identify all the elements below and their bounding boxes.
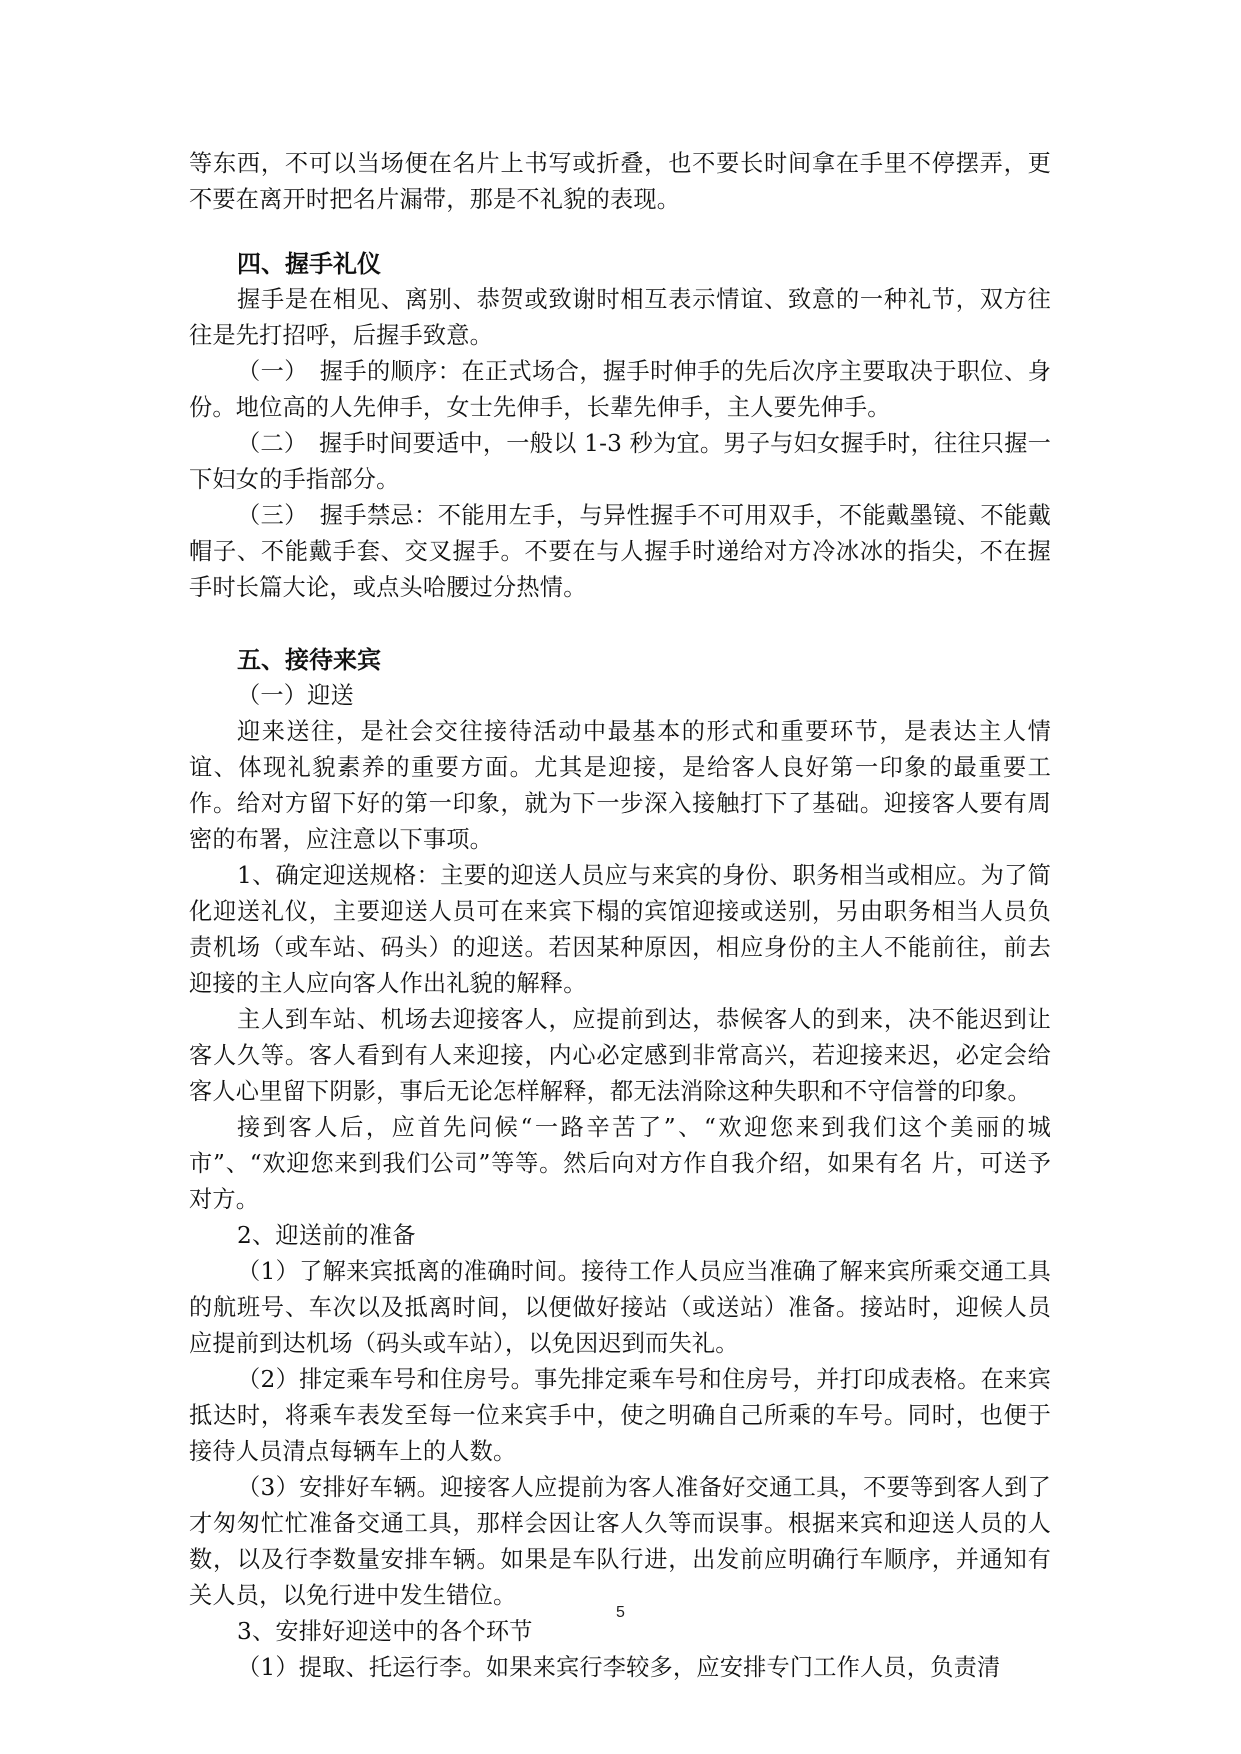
paragraph-luggage: （1）提取、托运行李。如果来宾行李较多，应安排专门工作人员，负责清 — [237, 1654, 1001, 1681]
paragraph-host-arrival: 主人到车站、机场去迎接客人，应提前到达，恭候客人的到来，决不能迟到让客人久等。客人看到有人来迎接，内心必定感到非常高兴，若迎接来迟，必定会给客人心里留下阴影，事后无论怎样解释，都无法消除这种失职和不守信誉的印象。 — [189, 1006, 1051, 1105]
paragraph-continuation: 等东西，不可以当场便在名片上书写或折叠，也不要长时间拿在手里不停摆弄，更不要在离开时把名片漏带，那是不礼貌的表现。 — [189, 150, 1051, 213]
paragraph-greeting-spec: 1、确定迎送规格：主要的迎送人员应与来宾的身份、职务相当或相应。为了简化迎送礼仪，主要迎送人员可在来宾下榻的宾馆迎接或送别，另由职务相当人员负责机场（或车站、码头）的迎送。若因某种原因，相应身份的主人不能前往，前去迎接的主人应向客人作出礼貌的解释。 — [189, 862, 1051, 997]
paragraph-handshake-duration: （二） 握手时间要适中，一般以 1-3 秒为宜。男子与妇女握手时，往往只握一下妇女的手指部分。 — [189, 430, 1051, 493]
paragraph-greeting-words: 接到客人后，应首先问候“一路辛苦了”、“欢迎您来到我们这个美丽的城市”、“欢迎您来到我们公司”等等。然后向对方作自我介绍，如果有名 片，可送予对方。 — [189, 1114, 1051, 1213]
paragraph-handshake-intro: 握手是在相见、离别、恭贺或致谢时相互表示情谊、致意的一种礼节，双方往往是先打招呼，后握手致意。 — [189, 286, 1051, 349]
paragraph-handshake-order: （一） 握手的顺序：在正式场合，握手时伸手的先后次序主要取决于职位、身份。地位高的人先伸手，女士先伸手，长辈先伸手，主人要先伸手。 — [189, 358, 1051, 421]
page-number: 5 — [616, 1604, 625, 1621]
list-heading-preparation: 2、迎送前的准备 — [237, 1222, 416, 1249]
paragraph-handshake-taboos: （三） 握手禁忌：不能用左手，与异性握手不可用双手，不能戴墨镜、不能戴帽子、不能戴手套、交叉握手。不要在与人握手时递给对方冷冰冰的指尖，不在握手时长篇大论，或点头哈腰过分热情。 — [189, 502, 1051, 601]
section-heading-reception: 五、接待来宾 — [237, 646, 381, 674]
paragraph-prep-vehicles: （3）安排好车辆。迎接客人应提前为客人准备好交通工具，不要等到客人到了才匆匆忙忙准备交通工具，那样会因让客人久等而误事。根据来宾和迎送人员的人数，以及行李数量安排车辆。如果是车队行进，出发前应明确行车顺序，并通知有关人员，以免行进中发生错位。 — [189, 1474, 1051, 1609]
section-heading-handshake: 四、握手礼仪 — [237, 250, 381, 278]
page-content — [189, 146, 1051, 1686]
paragraph-prep-timing: （1）了解来宾抵离的准确时间。接待工作人员应当准确了解来宾所乘交通工具的航班号、车次以及抵离时间，以便做好接站（或送站）准备。接站时，迎候人员应提前到达机场（码头或车站），以免因迟到而失礼。 — [189, 1258, 1051, 1357]
paragraph-prep-seating: （2）排定乘车号和住房号。事先排定乘车号和住房号，并打印成表格。在来宾抵达时，将乘车表发至每一位来宾手中，使之明确自己所乘的车号。同时，也便于接待人员清点每辆车上的人数。 — [189, 1366, 1051, 1465]
paragraph-greeting-intro: 迎来送往，是社会交往接待活动中最基本的形式和重要环节，是表达主人情谊、体现礼貌素养的重要方面。尤其是迎接，是给客人良好第一印象的最重要工作。给对方留下好的第一印象，就为下一步深入接触打下了基础。迎接客人要有周密的布署，应注意以下事项。 — [189, 718, 1051, 853]
subheading-greeting: （一）迎送 — [237, 682, 354, 709]
list-heading-steps: 3、安排好迎送中的各个环节 — [237, 1618, 533, 1645]
